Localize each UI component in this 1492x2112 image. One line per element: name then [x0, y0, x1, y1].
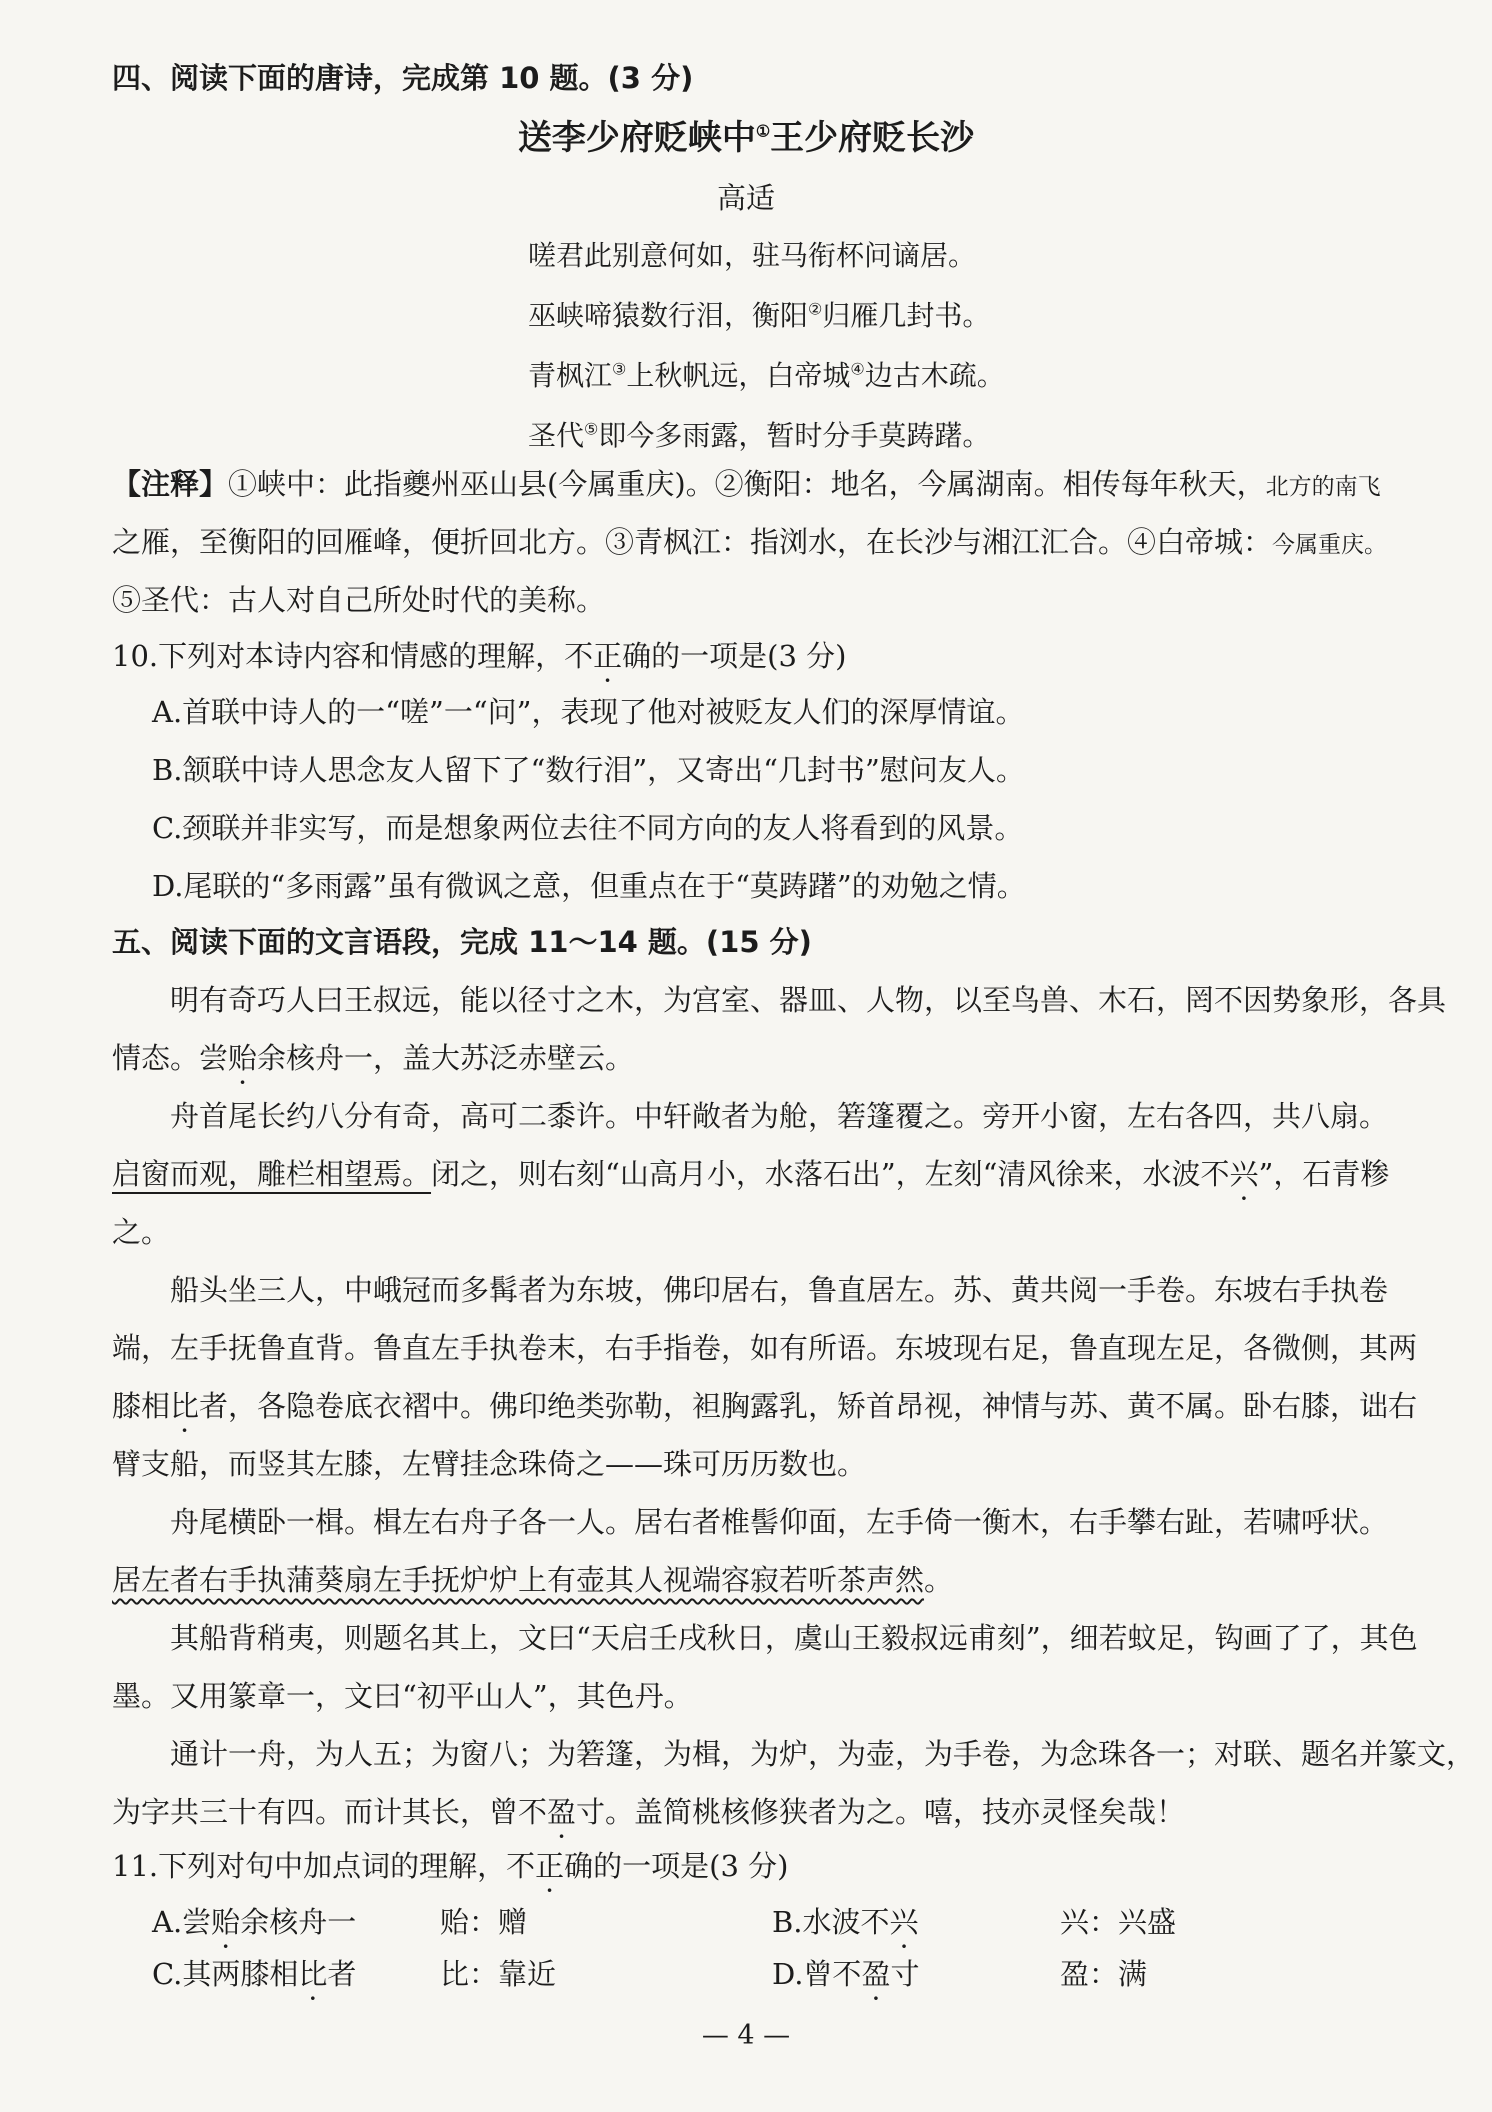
q11-option-a-gloss: 贻：赠 [440, 1905, 528, 1939]
notes-line-2 [112, 522, 1387, 565]
passage-p4-line-1: 舟尾横卧一楫。楫左右舟子各一人。居右者椎髻仰面，左手倚一衡木，右手攀右趾，若啸呼状。 [170, 1505, 1389, 1539]
section-5-heading: 五、阅读下面的文言语段，完成 11～14 题。(15 分) [112, 925, 812, 959]
q10-option-d: D.尾联的“多雨露”虽有微讽之意，但重点在于“莫踌躇”的劝勉之情。 [152, 869, 1026, 903]
passage-p3-line-3 [112, 1386, 1417, 1426]
passage-p3-line-4: 臂支船，而竖其左膝，左臂挂念珠倚之——珠可历历数也。 [112, 1447, 867, 1481]
poem-line-2-a: 巫峡啼猿数行泪，衡阳 [528, 299, 809, 332]
q11-stem-a: 11.下列对句中加点词的理解， [112, 1849, 507, 1883]
q11-b-text-a: B.水波不 [772, 1905, 890, 1939]
poem-line-4 [528, 416, 990, 456]
poem-line-3-a: 青枫江 [528, 359, 613, 392]
q11-option-d-gloss: 盈：满 [1060, 1957, 1148, 1991]
p4-l2-b: 。 [924, 1563, 954, 1597]
q11-stem [112, 1846, 788, 1886]
footnote-mark-3: ③ [612, 359, 627, 379]
q11-d-text-b: 寸 [890, 1957, 920, 1991]
q11-a-dotted: 贻 [211, 1905, 241, 1939]
p2-l2-a: 闭之，则右刻“山高月小，水落石出”，左刻“清风徐来，水波不 [431, 1157, 1230, 1191]
notes-tag: 【注释】 [112, 467, 229, 501]
footnote-mark-2: ② [808, 299, 823, 319]
p3-l3-dotted: 比 [170, 1389, 200, 1423]
notes-line-1 [112, 464, 1381, 507]
passage-p3-line-1: 船头坐三人，中峨冠而多髯者为东坡，佛印居右，鲁直居左。苏、黄共阅一手卷。东坡右手执卷 [170, 1273, 1389, 1307]
passage-p1-line-2 [112, 1038, 634, 1078]
q11-d-dotted: 盈 [861, 1957, 891, 1991]
poem-line-3-b: 上秋帆远，白帝城 [626, 359, 851, 392]
passage-p2-line-2 [112, 1154, 1389, 1194]
p1-l2-a: 情态。尝 [112, 1041, 229, 1075]
q11-d-text-a: D.曾不 [772, 1957, 862, 1991]
q11-option-d [772, 1954, 919, 1994]
passage-p4-line-2 [112, 1560, 953, 1600]
passage-p5-line-1: 其船背稍夷，则题名其上，文曰“天启壬戌秋日，虞山王毅叔远甫刻”，细若蚊足，钩画了了，其色 [170, 1621, 1418, 1655]
poem-title-part-b: 王少府贬长沙 [770, 118, 975, 158]
poem-author: 高适 [716, 181, 775, 215]
q11-option-b-gloss: 兴：兴盛 [1060, 1905, 1177, 1939]
poem-line-2 [528, 296, 990, 336]
p6-l2-b: 寸。盖简桃核修狭者为之。嘻，技亦灵怪矣哉！ [576, 1795, 1186, 1829]
footnote-mark-5: ⑤ [584, 419, 599, 439]
passage-p6-line-1: 通计一舟，为人五；为窗八；为箬篷，为楫，为炉，为壶，为手卷，为念珠各一；对联、题名并篆文， [170, 1737, 1476, 1771]
q11-option-c [152, 1954, 356, 1994]
poem-title-part-a: 送李少府贬峡中 [517, 118, 756, 158]
q10-stem [112, 636, 846, 676]
q11-stem-dotted: 不正确 [506, 1849, 594, 1883]
p3-l3-b: 者，各隐卷底衣褶中。佛印绝类弥勒，袒胸露乳，矫首昂视，神情与苏、黄不属。卧右膝，诎右 [199, 1389, 1418, 1423]
q10-stem-dotted: 不正确 [564, 639, 652, 673]
poem-line-4-a: 圣代 [528, 419, 585, 452]
p3-l3-a: 膝相 [112, 1389, 171, 1423]
poem-line-3-c: 边古木疏。 [864, 359, 1005, 392]
passage-p6-line-2 [112, 1792, 1185, 1832]
p6-l2-a: 为字共三十有四。而计其长，曾不 [112, 1795, 548, 1829]
q11-a-text-b: 余核舟一 [240, 1905, 357, 1939]
p1-l2-b: 余核舟一，盖大苏泛赤壁云。 [257, 1041, 635, 1075]
poem-line-3 [528, 356, 1005, 396]
notes-line-1-b: 北方的南飞 [1265, 474, 1381, 500]
passage-p2-line-1: 舟首尾长约八分有奇，高可二黍许。中轩敞者为舱，箬篷覆之。旁开小窗，左右各四，共八扇。 [170, 1099, 1389, 1133]
p2-l2-b: ”，石青糁 [1258, 1157, 1390, 1191]
footnote-mark-1: ① [755, 121, 771, 141]
q11-a-text-a: A.尝 [152, 1905, 212, 1939]
poem-line-4-b: 即今多雨露，暂时分手莫踌躇。 [598, 419, 991, 452]
p2-underlined-sentence: 启窗而观，雕栏相望焉。 [112, 1157, 432, 1191]
p2-l2-dotted: 兴 [1229, 1157, 1259, 1191]
q11-option-a [152, 1902, 356, 1942]
passage-p5-line-2: 墨。又用篆章一，文曰“初平山人”，其色丹。 [112, 1679, 693, 1713]
passage-p3-line-2: 端，左手抚鲁直背。鲁直左手执卷末，右手指卷，如有所语。东坡现右足，鲁直现左足，各微侧，其两 [112, 1331, 1418, 1365]
notes-line-1-a: ①峡中：此指夔州巫山县(今属重庆)。②衡阳：地名，今属湖南。相传每年秋天， [228, 467, 1266, 501]
q10-stem-a: 10.下列对本诗内容和情感的理解， [112, 639, 565, 673]
poem-line-1: 嗟君此别意何如，驻马衔杯问谪居。 [528, 239, 977, 272]
p1-l2-dotted: 贻 [228, 1041, 258, 1075]
passage-p2-line-3: 之。 [112, 1215, 171, 1249]
q11-option-b [772, 1902, 919, 1942]
q11-b-dotted: 兴 [889, 1905, 919, 1939]
page-number: — 4 — [701, 2020, 791, 2051]
q11-option-c-gloss: 比：靠近 [440, 1957, 557, 1991]
q11-c-text-a: C.其两膝相 [152, 1957, 299, 1991]
q11-c-text-b: 者 [327, 1957, 357, 1991]
notes-line-2-b: 今属重庆。 [1272, 532, 1388, 558]
footnote-mark-4: ④ [850, 359, 865, 379]
section-4-heading: 四、阅读下面的唐诗，完成第 10 题。(3 分) [112, 61, 694, 95]
q10-option-c: C.颈联并非实写，而是想象两位去往不同方向的友人将看到的风景。 [152, 811, 1024, 845]
poem-line-2-b: 归雁几封书。 [822, 299, 991, 332]
q10-stem-b: 的一项是(3 分) [651, 639, 847, 673]
poem-title [0, 118, 1492, 158]
q11-stem-b: 的一项是(3 分) [593, 1849, 789, 1883]
p4-wavy-sentence: 居左者右手执蒲葵扇左手抚炉炉上有壶其人视端容寂若听茶声然 [112, 1563, 925, 1597]
notes-line-3: ⑤圣代：古人对自己所处时代的美称。 [112, 583, 606, 617]
passage-p1-line-1: 明有奇巧人曰王叔远，能以径寸之木，为宫室、器皿、人物，以至鸟兽、木石，罔不因势象形，各具 [170, 983, 1447, 1017]
q10-option-a: A.首联中诗人的一“嗟”一“问”，表现了他对被贬友人们的深厚情谊。 [152, 695, 1025, 729]
p6-l2-dotted: 盈 [547, 1795, 577, 1829]
notes-line-2-a: 之雁，至衡阳的回雁峰，便折回北方。③青枫江：指浏水，在长沙与湘江汇合。④白帝城： [112, 525, 1273, 559]
q10-option-b: B.颔联中诗人思念友人留下了“数行泪”，又寄出“几封书”慰问友人。 [152, 753, 1025, 787]
q11-c-dotted: 比 [298, 1957, 328, 1991]
